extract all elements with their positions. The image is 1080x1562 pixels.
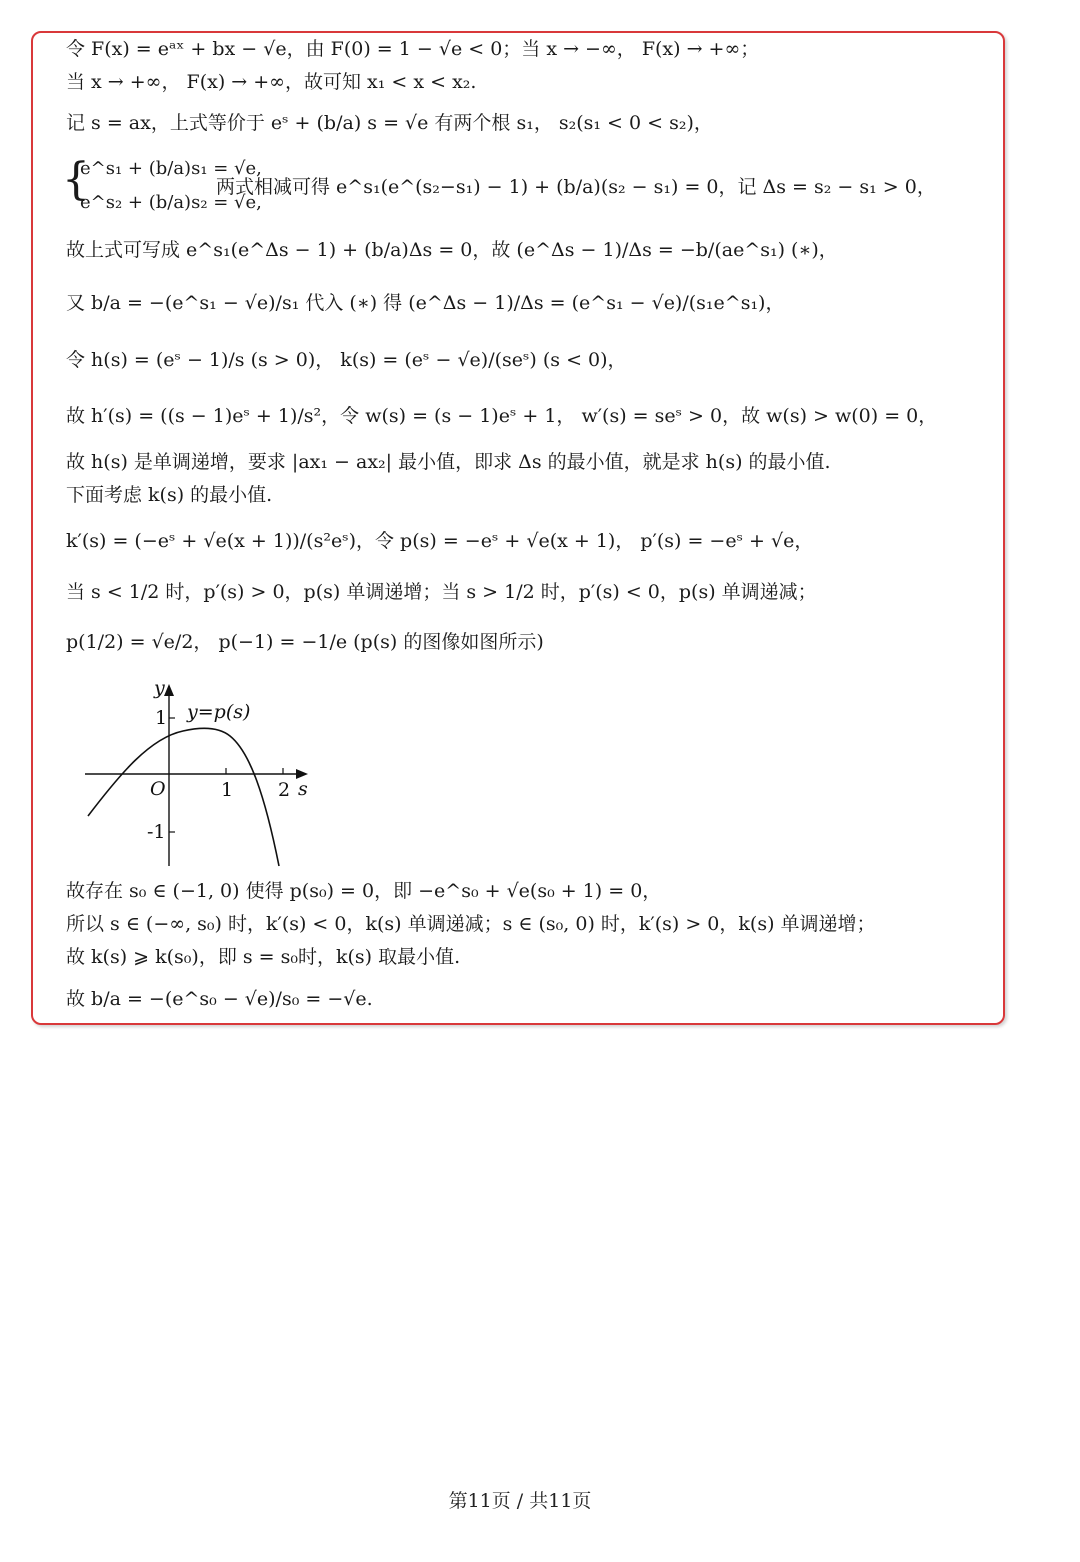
solution-line-2: 当 x → +∞， F(x) → +∞，故可知 x₁ < x < x₂. (66, 71, 477, 93)
solution-line-7: 令 h(s) = (eˢ − 1)/s (s > 0)， k(s) = (eˢ − √e)/(seˢ) (s < 0)， (66, 349, 627, 371)
system-equation-2: e^s₂ + (b/a)s₂ = √e, (80, 192, 262, 213)
curve-label: y=p(s) (187, 701, 251, 723)
y-axis-arrow (164, 684, 174, 696)
solution-line-3: 记 s = ax，上式等价于 eˢ + (b/a) s = √e 有两个根 s₁， s₂(s₁ < 0 < s₂)， (66, 112, 713, 134)
equation-system-brace: { (62, 154, 90, 205)
solution-line-11: k′(s) = (−eˢ + √e(x + 1))/(s²eˢ)，令 p(s) = −eˢ + √e(x + 1)， p′(s) = −eˢ + √e， (66, 530, 814, 552)
function-graph (80, 676, 320, 876)
solution-line-9: 故 h(s) 是单调递增，要求 |ax₁ − ax₂| 最小值，即求 Δs 的最小值，就是求 h(s) 的最小值. (66, 451, 831, 473)
tick-label-1: 1 (221, 779, 234, 801)
solution-line-14: 故存在 s₀ ∈ (−1, 0) 使得 p(s₀) = 0，即 −e^s₀ + √e(s₀ + 1) = 0， (66, 880, 662, 902)
solution-line-1: 令 F(x) = eᵃˣ + bx − √e，由 F(0) = 1 − √e < 0；当 x → −∞， F(x) → +∞； (66, 38, 760, 60)
curve-p (88, 728, 279, 866)
solution-line-16: 故 k(s) ⩾ k(s₀)，即 s = s₀时，k(s) 取最小值. (66, 946, 461, 968)
solution-line-13: p(1/2) = √e/2， p(−1) = −1/e (p(s) 的图像如图所示) (66, 631, 544, 653)
solution-line-6: 又 b/a = −(e^s₁ − √e)/s₁ 代入 (∗) 得 (e^Δs − 1)/Δs = (e^s₁ − √e)/(s₁e^s₁)， (66, 292, 785, 314)
tick-label-2: 2 (278, 779, 291, 801)
system-equation-1: e^s₁ + (b/a)s₁ = √e, (80, 158, 262, 179)
page-footer: 第11页 / 共11页 (448, 1490, 592, 1512)
y-axis-label: y (154, 677, 165, 699)
s-axis-label: s (298, 778, 308, 800)
tick-label-y1: 1 (155, 707, 168, 729)
solution-line-10: 下面考虑 k(s) 的最小值. (66, 484, 273, 506)
solution-line-12: 当 s < 1/2 时，p′(s) > 0，p(s) 单调递增；当 s > 1/2 时，p′(s) < 0，p(s) 单调递减； (66, 581, 817, 603)
solution-line-17: 故 b/a = −(e^s₀ − √e)/s₀ = −√e. (66, 988, 373, 1010)
origin-label: O (150, 778, 166, 800)
solution-line-4: 两式相减可得 e^s₁(e^(s₂−s₁) − 1) + (b/a)(s₂ − s₁) = 0，记 Δs = s₂ − s₁ > 0， (216, 176, 936, 198)
solution-line-8: 故 h′(s) = ((s − 1)eˢ + 1)/s²，令 w(s) = (s − 1)eˢ + 1， w′(s) = seˢ > 0，故 w(s) > w(0) = 0， (66, 405, 938, 427)
solution-line-5: 故上式可写成 e^s₁(e^Δs − 1) + (b/a)Δs = 0，故 (e^Δs − 1)/Δs = −b/(ae^s₁) (∗)， (66, 239, 838, 261)
solution-line-15: 所以 s ∈ (−∞, s₀) 时，k′(s) < 0，k(s) 单调递减；s ∈ (s₀, 0) 时，k′(s) > 0，k(s) 单调递增； (66, 913, 876, 935)
tick-label-ym1: -1 (147, 821, 166, 843)
